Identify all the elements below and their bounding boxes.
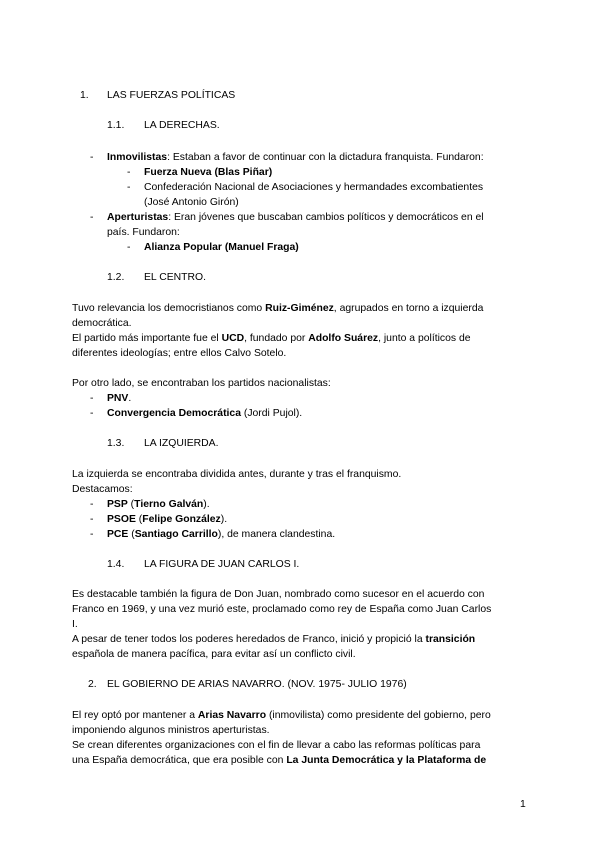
psoe-item: PSOE (Felipe González). (107, 514, 228, 525)
aperturistas-line1: Aperturistas: Eran jóvenes que buscaban cambios políticos y democráticos en el (107, 212, 484, 223)
subsection-1-1-title: LA DERECHAS. (144, 120, 220, 131)
fuerza-nueva: Fuerza Nueva (Blas Piñar) (144, 167, 273, 178)
subsection-1-3-title: LA IZQUIERDA. (144, 438, 219, 449)
section-2-title: EL GOBIERNO DE ARIAS NAVARRO. (NOV. 1975- JULIO 1976) (107, 679, 407, 690)
confederacion-line1: Confederación Nacional de Asociaciones y hermandades excombatientes (144, 182, 484, 193)
page-number: 1 (520, 799, 526, 810)
pce-item: PCE (Santiago Carrillo), de manera clandestina. (107, 529, 336, 540)
sub-bullet-dash: - (127, 242, 131, 253)
bullet-dash: - (90, 514, 94, 525)
section-1-number: 1. (80, 90, 89, 101)
centro-p3: Por otro lado, se encontraban los partidos nacionalistas: (72, 378, 331, 389)
psp-item: PSP (Tierno Galván). (107, 499, 210, 510)
pnv-item: PNV. (107, 393, 132, 404)
aperturistas-line2: país. Fundaron: (107, 227, 180, 238)
juancarlos-line4: A pesar de tener todos los poderes heredados de Franco, inició y propició la transición (72, 634, 476, 645)
centro-p2-line1: El partido más importante fue el UCD, fundado por Adolfo Suárez, junto a políticos de (72, 333, 471, 344)
bullet-dash: - (90, 152, 94, 163)
juancarlos-line2: Franco en 1969, y una vez murió este, proclamado como rey de España como Juan Carlos (72, 604, 492, 615)
inmovilistas-line: Inmovilistas: Estaban a favor de continuar con la dictadura franquista. Fundaron: (107, 152, 484, 163)
gobierno-line3: Se crean diferentes organizaciones con el fin de llevar a cabo las reformas políticas para (72, 740, 481, 751)
alianza-popular: Alianza Popular (Manuel Fraga) (144, 242, 299, 253)
gobierno-line4: una España democrática, que era posible con La Junta Democrática y la Plataforma de (72, 755, 487, 766)
centro-p1-line1: Tuvo relevancia los democristianos como Ruiz-Giménez, agrupados en torno a izquierda (72, 303, 484, 314)
sub-bullet-dash: - (127, 167, 131, 178)
inmovilistas-label: Inmovilistas (107, 152, 168, 163)
subsection-1-2-number: 1.2. (107, 272, 125, 283)
bullet-dash: - (90, 212, 94, 223)
convergencia-item: Convergencia Democrática (Jordi Pujol). (107, 408, 303, 419)
bullet-dash: - (90, 529, 94, 540)
section-1-title: LAS FUERZAS POLÍTICAS (107, 90, 236, 101)
subsection-1-3-number: 1.3. (107, 438, 125, 449)
confederacion-line2: (José Antonio Girón) (144, 197, 239, 208)
subsection-1-1-number: 1.1. (107, 120, 125, 131)
section-2-number: 2. (88, 679, 97, 690)
subsection-1-2-title: EL CENTRO. (144, 272, 206, 283)
gobierno-line1: El rey optó por mantener a Arias Navarro (inmovilista) como presidente del gobierno, pero (72, 710, 491, 721)
subsection-1-4-number: 1.4. (107, 559, 125, 570)
izquierda-p1: La izquierda se encontraba dividida antes, durante y tras el franquismo. (72, 469, 402, 480)
sub-bullet-dash: - (127, 182, 131, 193)
bullet-dash: - (90, 499, 94, 510)
izquierda-p2: Destacamos: (72, 484, 133, 495)
subsection-1-4-title: LA FIGURA DE JUAN CARLOS I. (144, 559, 300, 570)
centro-p1-line2: democrática. (72, 318, 132, 329)
juancarlos-line1: Es destacable también la figura de Don Juan, nombrado como sucesor en el acuerdo con (72, 589, 485, 600)
aperturistas-label: Aperturistas (107, 212, 169, 223)
juancarlos-line5: española de manera pacífica, para evitar así un conflicto civil. (72, 649, 356, 660)
juancarlos-line3: I. (72, 619, 78, 630)
bullet-dash: - (90, 393, 94, 404)
centro-p2-line2: diferentes ideologías; entre ellos Calvo Sotelo. (72, 348, 287, 359)
bullet-dash: - (90, 408, 94, 419)
gobierno-line2: imponiendo algunos ministros aperturistas. (72, 725, 270, 736)
